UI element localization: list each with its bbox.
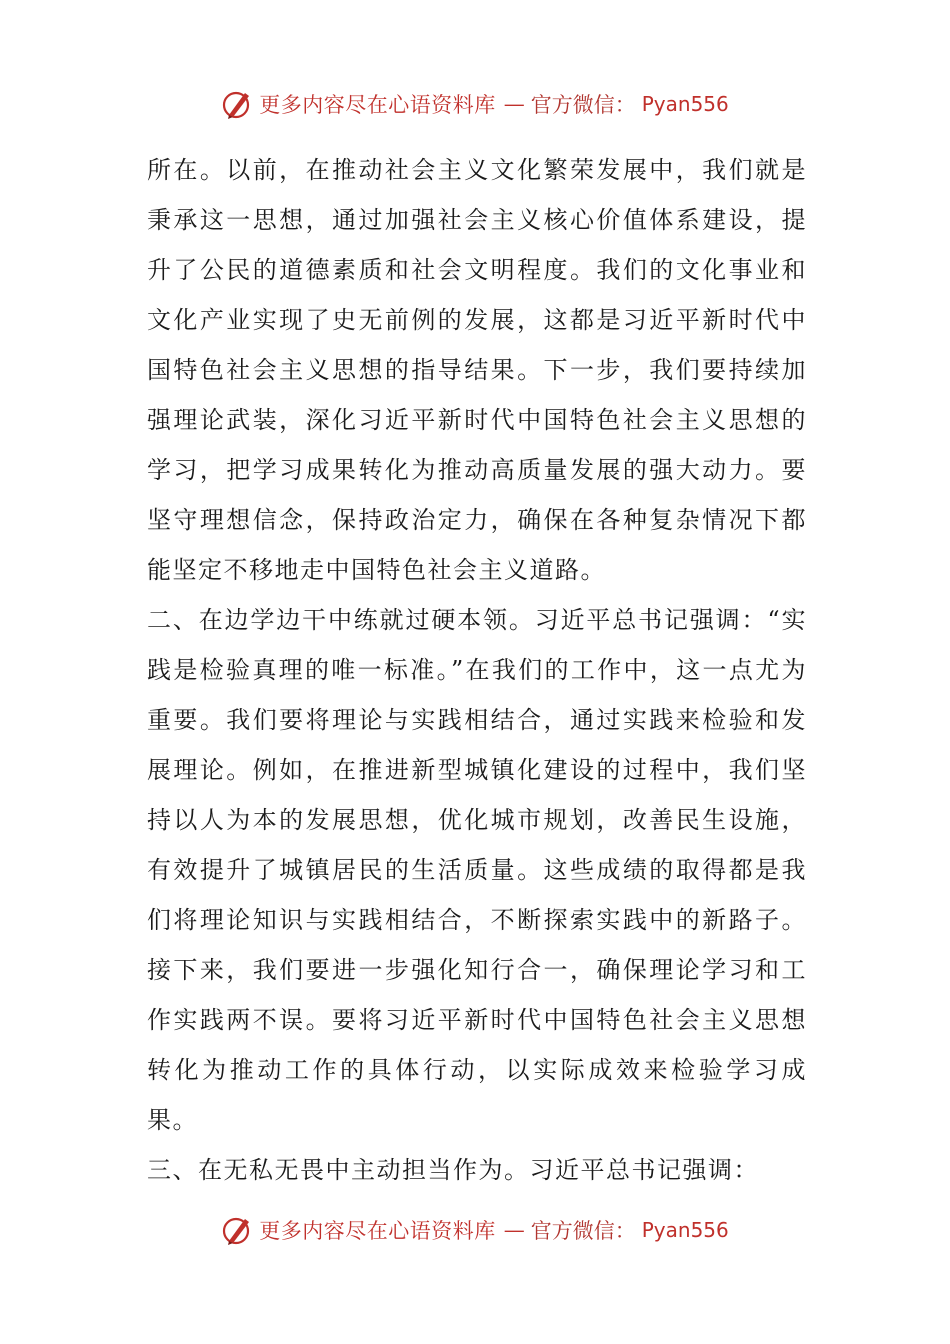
document-body <box>147 145 807 1195</box>
banner-wechat-label: 官方微信： <box>530 93 636 117</box>
banner-brand-text: 更多内容尽在心语资料库 <box>259 1219 496 1243</box>
paragraph-1: 所在。以前，在推动社会主义文化繁荣发展中，我们就是秉承这一思想，通过加强社会主义核心价值体系建设，提升了公民的道德素质和社会文明程度。我们的文化事业和文化产业实现了史无前例的发展，这都是习近平新时代中国特色社会主义思想的指导结果。下一步，我们要持续加强理论武装，深化习近平新时代中国特色社会主义思想的学习，把学习成果转化为推动高质量发展的强大动力。要坚守理想信念，保持政治定力，确保在各种复杂情况下都能坚定不移地走中国特色社会主义道路。 <box>147 156 807 584</box>
paragraph-3: 三、在无私无畏中主动担当作为。习近平总书记强调： <box>147 1156 759 1184</box>
pen-in-circle-logo-icon <box>221 88 253 120</box>
pen-in-circle-logo-icon <box>221 1214 253 1246</box>
paragraph-2: 二、在边学边干中练就过硬本领。习近平总书记强调：“实践是检验真理的唯一标准。”在我们的工作中，这一点尤为重要。我们要将理论与实践相结合，通过实践来检验和发展理论。例如，在推进新型城镇化建设的过程中，我们坚持以人为本的发展思想，优化城市规划，改善民生设施，有效提升了城镇居民的生活质量。这些成绩的取得都是我们将理论知识与实践相结合，不断探索实践中的新路子。接下来，我们要进一步强化知行合一，确保理论学习和工作实践两不误。要将习近平新时代中国特色社会主义思想转化为推动工作的具体行动，以实际成效来检验学习成果。 <box>147 606 807 1134</box>
header-watermark-banner <box>0 84 950 124</box>
banner-wechat-label: 官方微信： <box>530 1219 636 1243</box>
banner-brand-text: 更多内容尽在心语资料库 <box>259 93 496 117</box>
banner-separator: — <box>503 1218 523 1242</box>
banner-separator: — <box>503 92 523 116</box>
footer-watermark-banner <box>0 1210 950 1250</box>
banner-wechat-id: Pyan556 <box>641 92 729 116</box>
banner-wechat-id: Pyan556 <box>641 1218 729 1242</box>
